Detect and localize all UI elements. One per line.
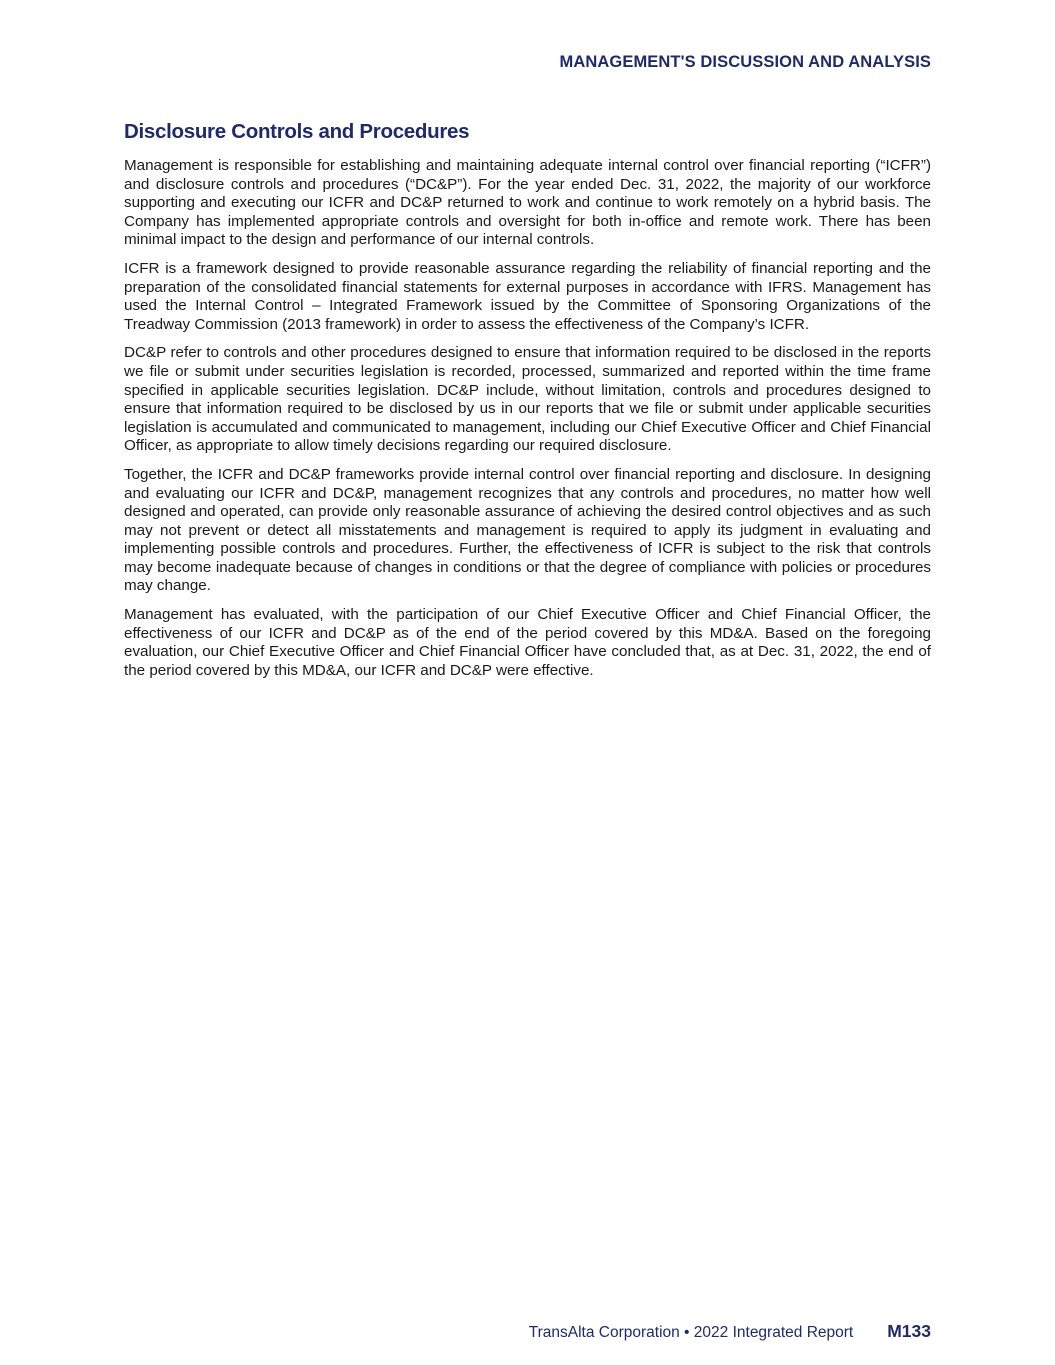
page-footer [529,1321,931,1342]
page-number: M133 [887,1321,931,1341]
paragraph-frameworks-limitations: Together, the ICFR and DC&P frameworks provide internal control over financial reporting and disclosure. In designing and evaluating our ICFR and DC&P, management recognizes that any controls and procedures, no matter how well designed and operated, can provide only reasonable assurance of achieving the desired control objectives and as such may not prevent or detect all misstatements and management is required to apply its judgment in evaluating and implementing possible controls and procedures. Further, the effectiveness of ICFR is subject to the risk that controls may become inadequate because of changes in conditions or that the degree of compliance with policies or procedures may change. [124,465,931,595]
main-content [124,120,931,690]
paragraph-dcp-definition: DC&P refer to controls and other procedures designed to ensure that information required to be disclosed in the reports we file or submit under securities legislation is recorded, processed, summarized and reported within the time frame specified in applicable securities legislation. DC&P include, without limitation, controls and procedures designed to ensure that information required to be disclosed by us in our reports that we file or submit under applicable securities legislation is accumulated and communicated to management, including our Chief Executive Officer and Chief Financial Officer, as appropriate to allow timely decisions regarding our required disclosure. [124,344,931,455]
paragraph-evaluation-conclusion: Management has evaluated, with the participation of our Chief Executive Officer and Chief Financial Officer, the effectiveness of our ICFR and DC&P as of the end of the period covered by this MD&A. Based on the foregoing evaluation, our Chief Executive Officer and Chief Financial Officer have concluded that, as at Dec. 31, 2022, the end of the period covered by this MD&A, our ICFR and DC&P were effective. [124,606,931,679]
footer-publication: TransAlta Corporation • 2022 Integrated Report [528,1324,854,1341]
running-header: MANAGEMENT'S DISCUSSION AND ANALYSIS [559,53,931,71]
paragraph-icfr-framework: ICFR is a framework designed to provide reasonable assurance regarding the reliability of financial reporting and the preparation of the consolidated financial statements for external purposes in accordance with IFRS. Management has used the Internal Control – Integrated Framework issued by the Committee of Sponsoring Organizations of the Treadway Commission (2013 framework) in order to assess the effectiveness of the Company’s ICFR. [124,259,931,333]
paragraph-management-responsibility: Management is responsible for establishing and maintaining adequate internal control over financial reporting (“ICFR”) and disclosure controls and procedures (“DC&P”). For the year ended Dec. 31, 2022, the majority of our workforce supporting and executing our ICFR and DC&P returned to work and continue to work remotely on a hybrid basis. The Company has implemented appropriate controls and oversight for both in-office and remote work. There has been minimal impact to the design and performance of our internal controls. [124,157,931,249]
section-title: Disclosure Controls and Procedures [124,120,470,143]
